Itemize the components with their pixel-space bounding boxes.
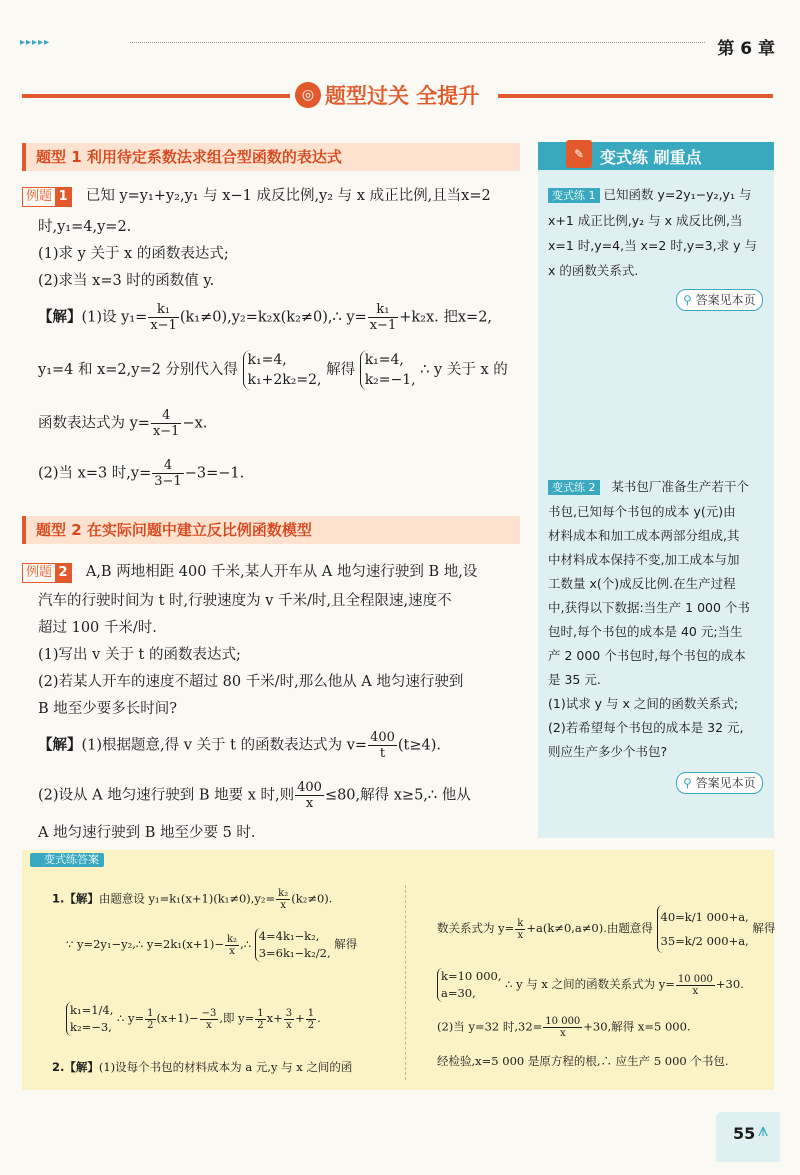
- header-decoration: ▸▸▸▸▸: [20, 37, 51, 48]
- variant2-line9: 是 35 元.: [548, 672, 601, 687]
- section2-heading: 题型 2 在实际问题中建立反比例函数模型: [22, 516, 520, 544]
- compass-icon: ⩚: [758, 1120, 769, 1141]
- answer1-line3: k₁=1/4, k₂=−3, ∴ y= $\frac{1}{2}$ (x+1)− $\frac{-3}{x}$ ,即 y= $\frac{1}{2}$ x+ $\frac{3}{x}$ + $\frac{1}{2}$ .: [66, 1002, 321, 1036]
- solution1-line4: (2)当 x=3 时,y= $\frac{4}{3-1}$ −3=−1.: [38, 458, 245, 489]
- variant2-line4: 中材料成本保持不变,加工成本与加: [548, 552, 740, 567]
- variant2-label: 变式练 2: [548, 480, 600, 495]
- sidebar-title: 变式练 刷重点: [600, 148, 702, 167]
- example2-q2: (2)若某人开车的速度不超过 80 千米/时,那么他从 A 地匀速行驶到: [38, 674, 464, 690]
- answer-box-tag: 变式练答案: [30, 853, 104, 867]
- variant2-line7: 包时,每个书包的成本是 40 元;当生: [548, 624, 743, 639]
- example1-label: 例题 1: [22, 187, 72, 207]
- chapter-label: 第 6 章: [717, 39, 775, 59]
- answer2-right-line3: (2)当 y=32 时,32= $\frac{10 000}{x}$ +30,解得 x=5 000.: [437, 1016, 691, 1039]
- example1-line2: 时,y₁=4,y=2.: [38, 219, 132, 235]
- answer1-line1: 1.【解】由题意设 y₁=k₁(x+1)(k₁≠0),y₂= $\frac{\text{k₂}}{x}$ (k₂≠0).: [52, 888, 333, 911]
- solution2-line2: (2)设从 A 地匀速行驶到 B 地要 x 时,则 $\frac{400}{x}$ ≤80,解得 x≥5,∴ 他从: [38, 780, 471, 811]
- variant2-q2-cont: 则应生产多少个书包?: [548, 744, 668, 759]
- sidebar-mascot-icon: ✎: [566, 140, 592, 168]
- answer2-right-line1: 数关系式为 y= $\frac{k}{x}$ +a(k≠0,a≠0).由题意得 40=k/1 000+a, 35=k/2 000+a, 解得: [437, 905, 775, 953]
- variant2-line1: 变式练 2 某书包厂准备生产若干个: [548, 476, 749, 498]
- variant1-line4: x 的函数关系式.: [548, 263, 639, 278]
- example1-line1: 例题 1 已知 y=y₁+y₂,y₁ 与 x−1 成反比例,y₂ 与 x 成正比例,且当x=2: [22, 185, 491, 207]
- example2-q2-cont: B 地至少要多长时间?: [38, 701, 178, 717]
- solution2-line3: A 地匀速行驶到 B 地至少要 5 时.: [38, 825, 256, 841]
- variant2-line2: 书包,已知每个书包的成本 y(元)由: [548, 504, 736, 519]
- variant1-label: 变式练 1: [548, 188, 600, 203]
- variant2-line6: 中,获得以下数据:当生产 1 000 个书: [548, 600, 750, 615]
- variant1-line1: 变式练 1 已知函数 y=2y₁−y₂,y₁ 与: [548, 184, 751, 206]
- title-bar-left: [22, 94, 290, 98]
- key-icon: ⚲: [683, 293, 692, 307]
- page-title: 题型过关 全提升: [325, 84, 480, 108]
- example2-line2: 汽车的行驶时间为 t 时,行驶速度为 v 千米/时,且全程限速,速度不: [38, 593, 452, 609]
- variant2-line3: 材料成本和加工成本两部分组成,其: [548, 528, 740, 543]
- title-badge-icon: ◎: [295, 82, 321, 108]
- example2-line3: 超过 100 千米/时.: [38, 620, 157, 636]
- answer-link-1[interactable]: ⚲ 答案见本页: [676, 289, 763, 311]
- header-rule: [130, 42, 705, 43]
- variant2-q2: (2)若希望每个书包的成本是 32 元,: [548, 720, 744, 735]
- page-number: 55: [733, 1124, 756, 1143]
- answer2-line1: 2.【解】(1)设每个书包的材料成本为 a 元,y 与 x 之间的函: [52, 1060, 353, 1074]
- example1-q1: (1)求 y 关于 x 的函数表达式;: [38, 246, 229, 262]
- key-icon: ⚲: [683, 776, 692, 790]
- solution1-line2: y₁=4 和 x=2,y=2 分别代入得 k₁=4, k₁+2k₂=2, 解得 k₁=4, k₂=−1, ∴ y 关于 x 的: [38, 352, 508, 388]
- example2-line1: 例题 2 A,B 两地相距 400 千米,某人开车从 A 地匀速行驶到 B 地,设: [22, 561, 477, 583]
- title-bar-right: [498, 94, 773, 98]
- answer-link-2[interactable]: ⚲ 答案见本页: [676, 772, 763, 794]
- answer2-right-line2: k=10 000, a=30, ∴ y 与 x 之间的函数关系式为 y= $\frac{10 000}{x}$ +30.: [437, 968, 744, 1002]
- section1-heading: 题型 1 利用待定系数法求组合型函数的表达式: [22, 143, 520, 171]
- variant2-line5: 工数量 x(个)成反比例.在生产过程: [548, 576, 736, 591]
- example2-q1: (1)写出 v 关于 t 的函数表达式;: [38, 647, 241, 663]
- variant1-line2: x+1 成正比例,y₂ 与 x 成反比例,当: [548, 213, 743, 228]
- answer-divider: [405, 885, 406, 1080]
- solution2-line1: 【解】(1)根据题意,得 v 关于 t 的函数表达式为 v= $\frac{400}{t}$ (t≥4).: [38, 730, 442, 761]
- example2-label: 例题 2: [22, 563, 72, 583]
- solution1-line1: 【解】(1)设 y₁= $\frac{\text{k₁}}{x-1}$ (k₁≠0),y₂=k₂x(k₂≠0),∴ y= $\frac{\text{k₁}}{x-1}$ +k₂x. 把x=2,: [38, 302, 493, 333]
- variant2-line8: 产 2 000 个书包时,每个书包的成本: [548, 648, 746, 663]
- solution1-line3: 函数表达式为 y= $\frac{4}{x-1}$ −x.: [38, 408, 208, 439]
- answer1-line2: ∵ y=2y₁−y₂,∴ y=2k₁(x+1)− $\frac{\text{k₂}}{x}$ ,∴ 4=4k₁−k₂, 3=6k₁−k₂/2, 解得: [66, 929, 358, 960]
- answer2-right-line4: 经检验,x=5 000 是原方程的根,∴ 应生产 5 000 个书包.: [437, 1054, 729, 1068]
- example1-q2: (2)求当 x=3 时的函数值 y.: [38, 273, 215, 289]
- variant2-q1: (1)试求 y 与 x 之间的函数关系式;: [548, 696, 739, 711]
- variant1-line3: x=1 时,y=4,当 x=2 时,y=3,求 y 与: [548, 238, 757, 253]
